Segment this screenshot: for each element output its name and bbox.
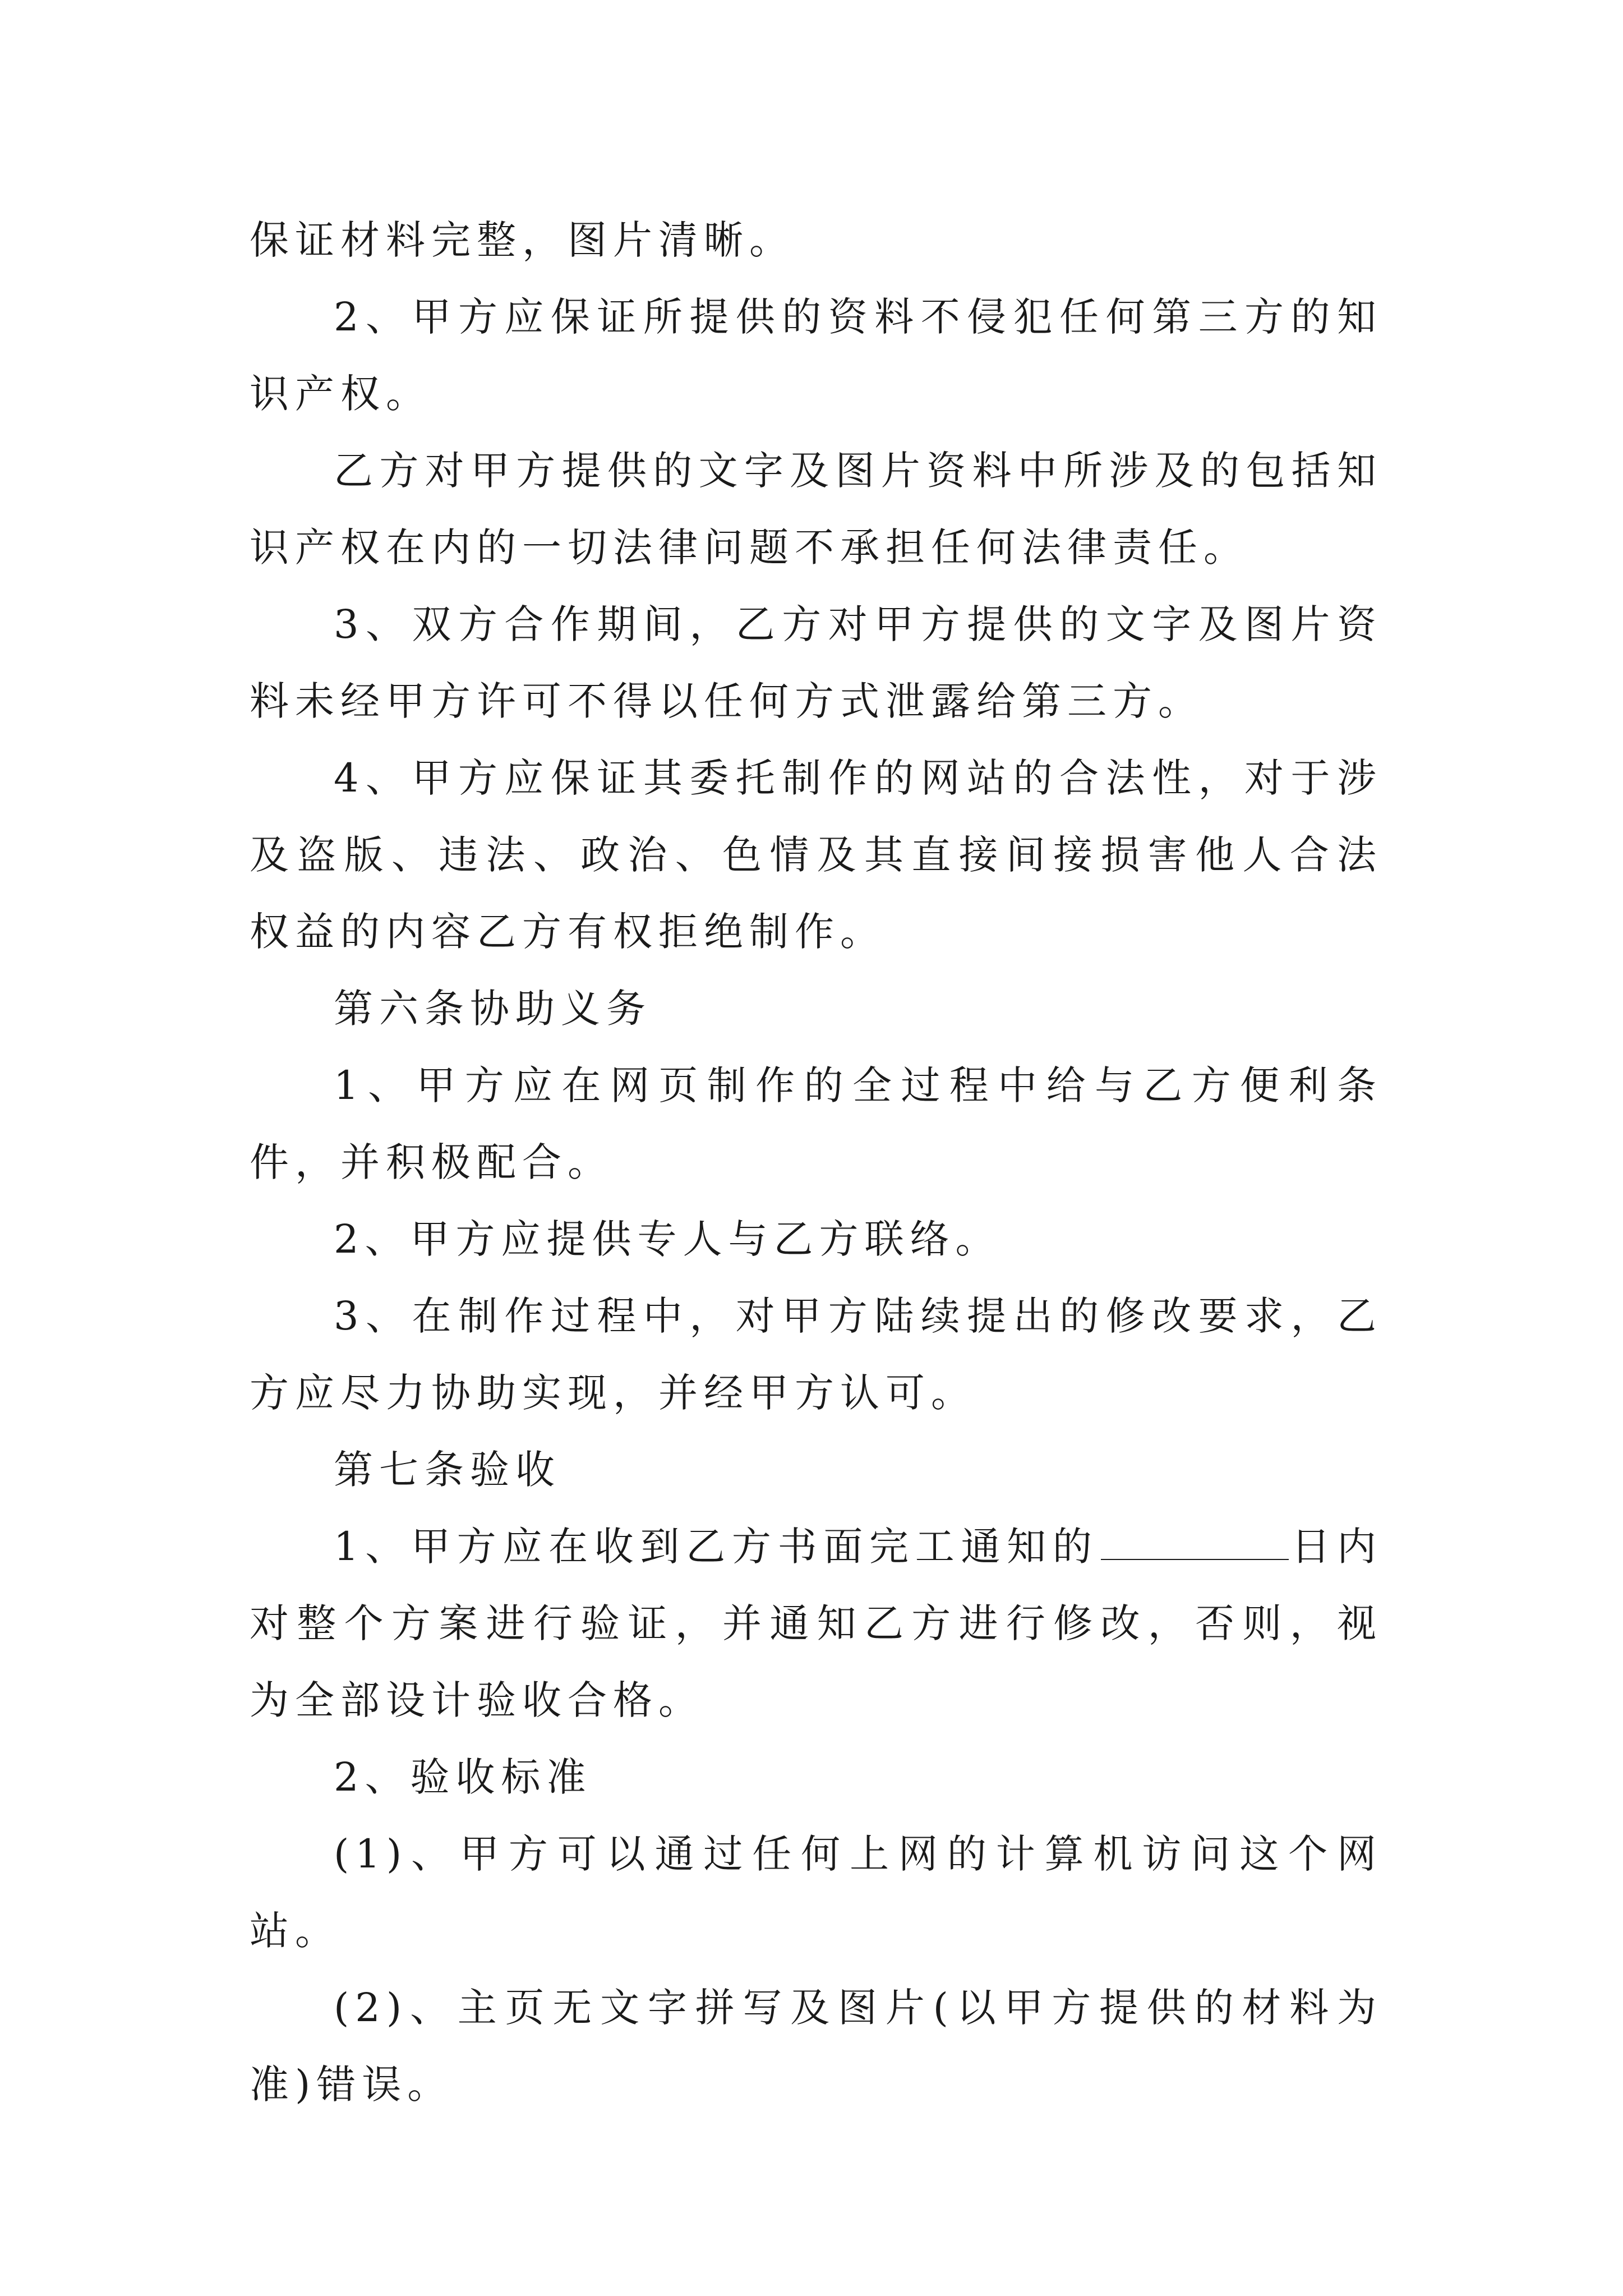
section-heading-article-6: 第六条协助义务 (334, 986, 652, 1032)
paragraph-article-7-clause-1 (250, 1508, 1382, 1739)
paragraph-materials-clear: 保证材料完整，图片清晰。 (250, 217, 795, 263)
paragraph-acceptance-criteria: 2、验收标准 (334, 1754, 592, 1800)
paragraph-party-b-liability: 乙方对甲方提供的文字及图片资料中所涉及的包括知识产权在内的一切法律问题不承担任何法律责任。 (250, 448, 1382, 570)
document-body (250, 202, 1382, 2123)
paragraph-criteria-1: (1)、甲方可以通过任何上网的计算机访问这个网站。 (250, 1831, 1382, 1954)
paragraph-article-6-clause-1: 1、甲方应在网页制作的全过程中给与乙方便利条件，并积极配合。 (250, 1062, 1382, 1185)
paragraph-clause-3-confidentiality: 3、双方合作期间，乙方对甲方提供的文字及图片资料未经甲方许可不得以任何方式泄露给第三方。 (250, 601, 1382, 724)
clause-text-after-blank: 日内对整个方案进行验证，并通知乙方进行修改，否则，视为全部设计验收合格。 (250, 1524, 1382, 1723)
clause-text-before-blank: 1、甲方应在收到乙方书面完工通知的 (334, 1524, 1099, 1570)
days-blank-field (1101, 1525, 1289, 1560)
paragraph-clause-2-ip: 2、甲方应保证所提供的资料不侵犯任何第三方的知识产权。 (250, 294, 1382, 417)
paragraph-article-6-clause-2: 2、甲方应提供专人与乙方联络。 (334, 1216, 1001, 1262)
paragraph-clause-4-legality: 4、甲方应保证其委托制作的网站的合法性，对于涉及盗版、违法、政治、色情及其直接间接损害他人合法权益的内容乙方有权拒绝制作。 (250, 755, 1382, 955)
paragraph-criteria-2: (2)、主页无文字拼写及图片(以甲方提供的材料为准)错误。 (250, 1985, 1382, 2108)
paragraph-article-6-clause-3: 3、在制作过程中，对甲方陆续提出的修改要求，乙方应尽力协助实现，并经甲方认可。 (250, 1293, 1382, 1416)
section-heading-article-7: 第七条验收 (334, 1447, 561, 1493)
